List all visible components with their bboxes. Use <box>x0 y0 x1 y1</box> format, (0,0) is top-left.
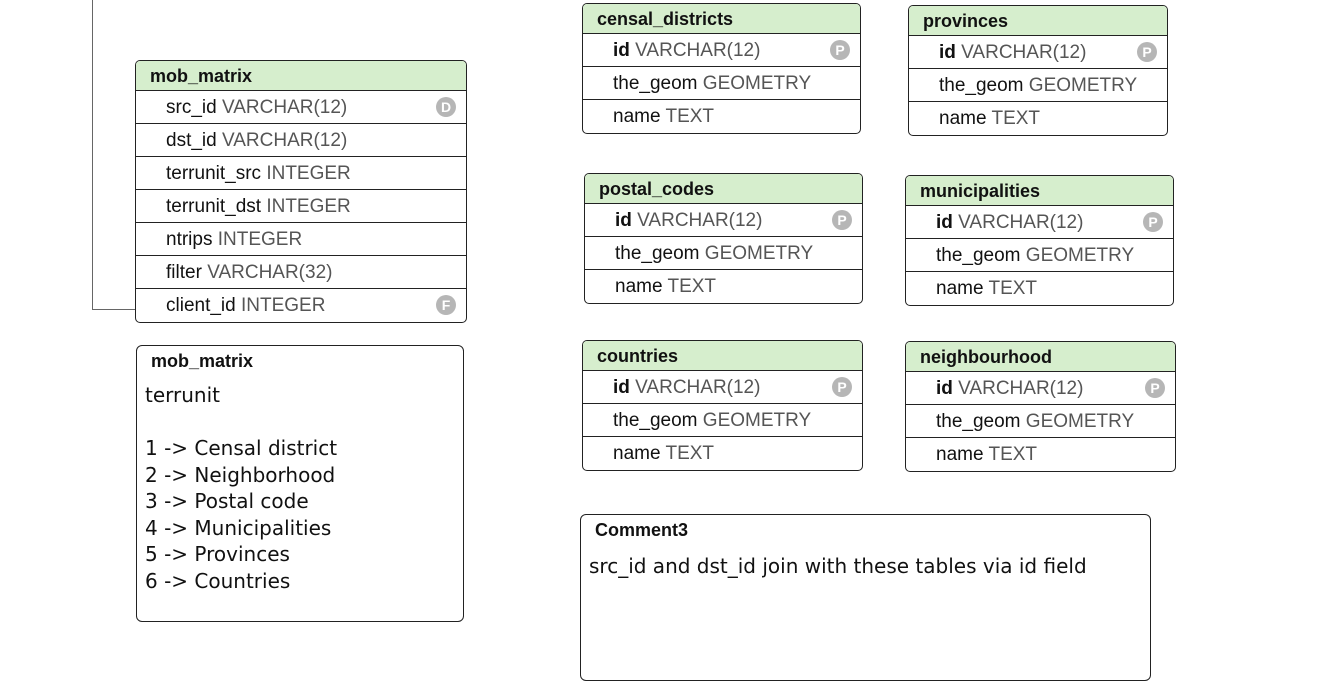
table-field-row[interactable] <box>583 34 860 67</box>
field-name: name <box>936 444 984 465</box>
field-name: name <box>936 278 984 299</box>
table-censal-districts[interactable] <box>582 3 861 134</box>
table-field-row[interactable] <box>909 36 1167 69</box>
table-title[interactable]: postal_codes <box>585 174 862 204</box>
field-name: id <box>613 377 630 398</box>
table-field-row[interactable] <box>136 289 466 322</box>
table-field-row[interactable] <box>136 256 466 289</box>
field-name: the_geom <box>613 73 698 94</box>
table-title[interactable]: municipalities <box>906 176 1173 206</box>
field-type: GEOMETRY <box>1025 411 1135 432</box>
field-type: TEXT <box>988 278 1038 299</box>
table-field-row[interactable] <box>136 223 466 256</box>
field-name: the_geom <box>936 245 1021 266</box>
table-field-row[interactable] <box>906 405 1175 438</box>
field-type: VARCHAR(12) <box>635 377 761 398</box>
primary-key-icon: P <box>1137 42 1157 62</box>
field-name: filter <box>166 262 202 283</box>
field-type: VARCHAR(12) <box>637 210 763 231</box>
field-name: dst_id <box>166 130 217 151</box>
field-name: terrunit_dst <box>166 196 262 217</box>
field-type: GEOMETRY <box>1025 245 1135 266</box>
field-name: the_geom <box>939 75 1024 96</box>
table-field-row[interactable] <box>906 372 1175 405</box>
field-name: ntrips <box>166 229 213 250</box>
field-type: TEXT <box>665 443 715 464</box>
table-title[interactable]: provinces <box>909 6 1167 36</box>
table-title[interactable]: countries <box>583 341 862 371</box>
field-type: TEXT <box>988 444 1038 465</box>
table-postal-codes[interactable] <box>584 173 863 304</box>
field-name: src_id <box>166 97 217 118</box>
field-type: VARCHAR(32) <box>207 262 333 283</box>
table-field-row[interactable] <box>906 272 1173 305</box>
field-name: the_geom <box>936 411 1021 432</box>
note-body: src_id and dst_id join with these tables via id field <box>589 554 1087 578</box>
table-field-row[interactable] <box>583 67 860 100</box>
primary-key-icon: P <box>832 377 852 397</box>
table-field-row[interactable] <box>906 206 1173 239</box>
note-title: Comment3 <box>595 520 689 540</box>
field-name: name <box>613 106 661 127</box>
field-type: TEXT <box>991 108 1041 129</box>
table-provinces[interactable] <box>908 5 1168 136</box>
table-countries[interactable] <box>582 340 863 471</box>
field-type: VARCHAR(12) <box>958 212 1084 233</box>
field-type: INTEGER <box>217 229 303 250</box>
field-name: id <box>615 210 632 231</box>
field-name: terrunit_src <box>166 163 262 184</box>
table-field-row[interactable] <box>585 270 862 303</box>
table-field-row[interactable] <box>909 102 1167 135</box>
table-field-row[interactable] <box>136 91 466 124</box>
primary-key-icon: P <box>1143 212 1163 232</box>
field-type: INTEGER <box>241 295 326 316</box>
field-type: GEOMETRY <box>702 73 812 94</box>
field-name: the_geom <box>613 410 698 431</box>
field-type: VARCHAR(12) <box>958 378 1084 399</box>
table-field-row[interactable] <box>136 124 466 157</box>
table-field-row[interactable] <box>136 157 466 190</box>
table-field-row[interactable] <box>909 69 1167 102</box>
note-body: terrunit 1 -> Censal district 2 -> Neighborhood 3 -> Postal code 4 -> Municipalities 5 -> Provinces 6 -> Countries <box>145 383 338 593</box>
note-mob-matrix[interactable] <box>136 345 464 622</box>
foreign-key-icon: F <box>436 295 456 315</box>
primary-key-icon: P <box>832 210 852 230</box>
field-name: id <box>613 40 630 61</box>
table-field-row[interactable] <box>585 237 862 270</box>
field-type: GEOMETRY <box>1028 75 1138 96</box>
table-field-row[interactable] <box>585 204 862 237</box>
table-title[interactable]: mob_matrix <box>136 61 466 91</box>
field-name: name <box>613 443 661 464</box>
field-name: the_geom <box>615 243 700 264</box>
field-type: GEOMETRY <box>702 410 812 431</box>
field-type: VARCHAR(12) <box>221 97 348 118</box>
field-type: GEOMETRY <box>704 243 814 264</box>
table-title[interactable]: censal_districts <box>583 4 860 34</box>
table-mob-matrix[interactable] <box>135 60 467 323</box>
field-name: name <box>939 108 987 129</box>
table-field-row[interactable] <box>906 438 1175 471</box>
field-name: id <box>936 378 953 399</box>
field-type: INTEGER <box>266 163 351 184</box>
table-field-row[interactable] <box>136 190 466 223</box>
field-name: id <box>939 42 956 63</box>
field-type: TEXT <box>667 276 717 297</box>
table-field-row[interactable] <box>583 371 862 404</box>
field-name: name <box>615 276 663 297</box>
field-type: VARCHAR(12) <box>635 40 761 61</box>
note-title: mob_matrix <box>151 351 254 371</box>
table-municipalities[interactable] <box>905 175 1174 306</box>
distribution-key-icon: D <box>436 97 456 117</box>
field-name: id <box>936 212 953 233</box>
field-name: client_id <box>166 295 236 316</box>
table-field-row[interactable] <box>583 437 862 470</box>
table-field-row[interactable] <box>583 404 862 437</box>
field-type: TEXT <box>665 106 715 127</box>
table-neighbourhood[interactable] <box>905 341 1176 472</box>
field-type: VARCHAR(12) <box>961 42 1087 63</box>
field-type: VARCHAR(12) <box>221 130 348 151</box>
field-type: INTEGER <box>266 196 351 217</box>
relation-connector-line <box>92 0 93 310</box>
note-comment3[interactable] <box>580 514 1151 681</box>
relation-connector-line <box>92 309 136 310</box>
table-field-row[interactable] <box>583 100 860 133</box>
table-title[interactable]: neighbourhood <box>906 342 1175 372</box>
table-field-row[interactable] <box>906 239 1173 272</box>
primary-key-icon: P <box>1145 378 1165 398</box>
primary-key-icon: P <box>830 40 850 60</box>
